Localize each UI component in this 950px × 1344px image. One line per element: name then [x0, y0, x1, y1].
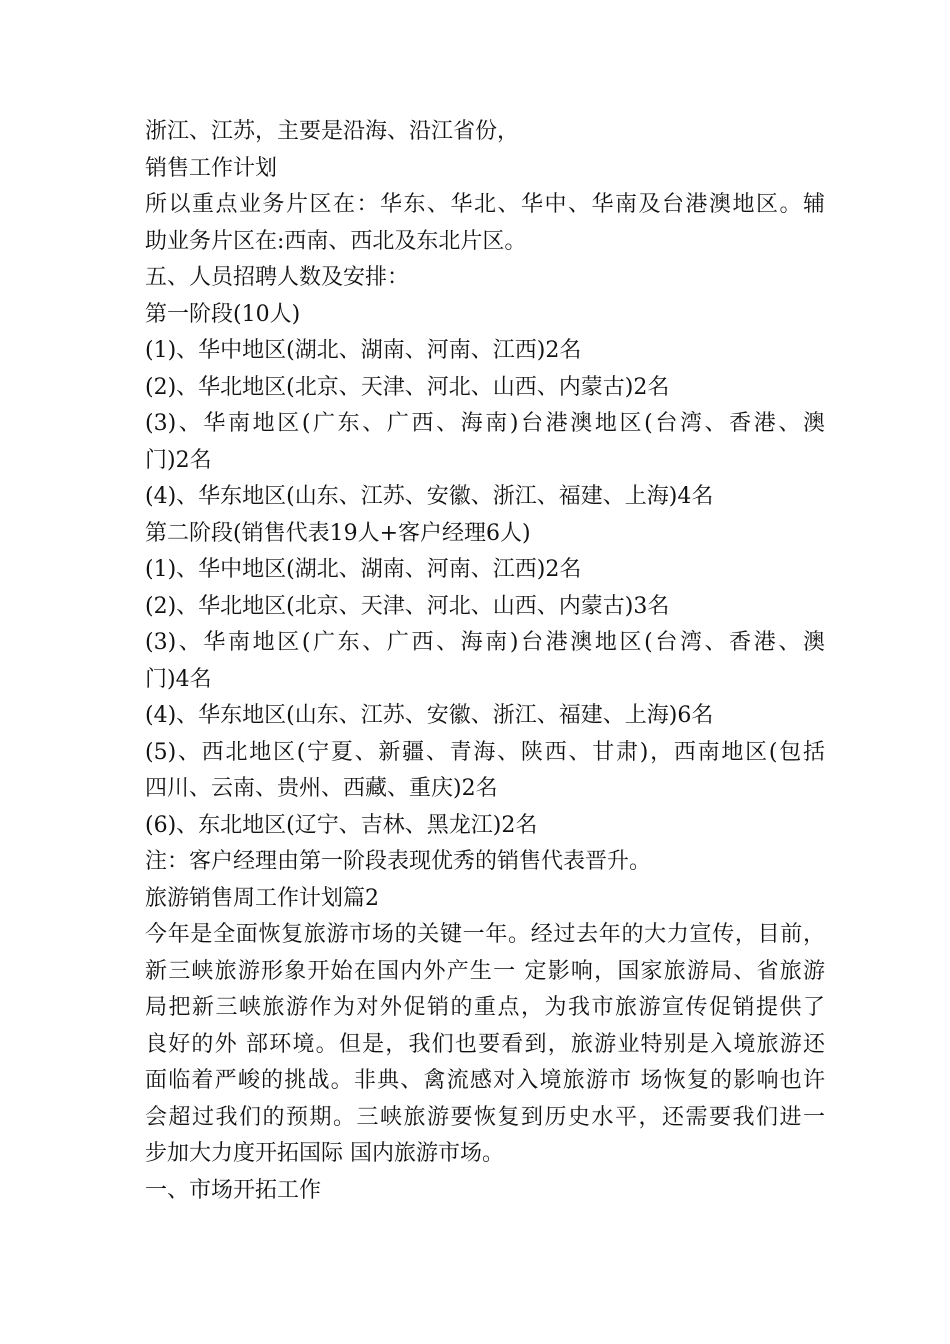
text-line: 销售工作计划 — [145, 155, 278, 181]
text-line: (1)、华中地区(湖北、湖南、河南、江西)2名 — [145, 338, 582, 363]
document-page — [145, 114, 825, 1209]
text-line: 旅游销售周工作计划篇2 — [145, 885, 379, 911]
text-line: 注：客户经理由第一阶段表现优秀的销售代表晋升。 — [145, 849, 652, 874]
text-line: (4)、华东地区(山东、江苏、安徽、浙江、福建、上海)6名 — [145, 703, 714, 728]
text-line: 步加大力度开拓国际 国内旅游市场。 — [145, 1141, 504, 1166]
text-line: (2)、华北地区(北京、天津、河北、山西、内蒙古)2名 — [145, 374, 670, 400]
text-line: (4)、华东地区(山东、江苏、安徽、浙江、福建、上海)4名 — [145, 484, 714, 509]
document-body — [145, 114, 825, 1209]
text-line: 良好的外 部环境。但是，我们也要看到，旅游业特别是入境旅游还 — [145, 1031, 825, 1057]
text-line: 今年是全面恢复旅游市场的关键一年。经过去年的大力宣传，目前， — [145, 922, 825, 947]
text-line: 所以重点业务片区在：华东、华北、华中、华南及台港澳地区。辅 — [145, 192, 825, 217]
text-line: 新三峡旅游形象开始在国内外产生一 定影响，国家旅游局、省旅游 — [145, 958, 825, 984]
text-line: 门)2名 — [145, 447, 212, 473]
text-line: (2)、华北地区(北京、天津、河北、山西、内蒙古)3名 — [145, 593, 670, 619]
text-line: 五、人员招聘人数及安排： — [145, 265, 410, 290]
text-line: 面临着严峻的挑战。非典、禽流感对入境旅游市 场恢复的影响也许 — [145, 1068, 825, 1093]
text-line: 第一阶段(10人) — [145, 301, 301, 327]
text-line: 助业务片区在:西南、西北及东北片区。 — [145, 228, 527, 254]
text-line: 一、市场开拓工作 — [145, 1177, 322, 1203]
text-line: 会超过我们的预期。三峡旅游要恢复到历史水平，还需要我们进一 — [145, 1104, 825, 1130]
text-line: 局把新三峡旅游作为对外促销的重点，为我市旅游宣传促销提供了 — [145, 995, 825, 1020]
text-line: 浙江、江苏，主要是沿海、沿江省份， — [145, 119, 520, 144]
text-line: (6)、东北地区(辽宁、吉林、黑龙江)2名 — [145, 812, 538, 838]
text-line: (5)、西北地区(宁夏、新疆、青海、陕西、甘肃)，西南地区(包括 — [145, 739, 825, 765]
text-line: (3)、华南地区(广东、广西、海南)台港澳地区(台湾、香港、澳 — [145, 630, 825, 655]
text-line: 四川、云南、贵州、西藏、重庆)2名 — [145, 776, 498, 801]
text-line: 门)4名 — [145, 666, 212, 692]
text-line: (3)、华南地区(广东、广西、海南)台港澳地区(台湾、香港、澳 — [145, 411, 825, 436]
text-line: 第二阶段(销售代表19人+客户经理6人) — [145, 520, 531, 546]
text-line: (1)、华中地区(湖北、湖南、河南、江西)2名 — [145, 557, 582, 582]
